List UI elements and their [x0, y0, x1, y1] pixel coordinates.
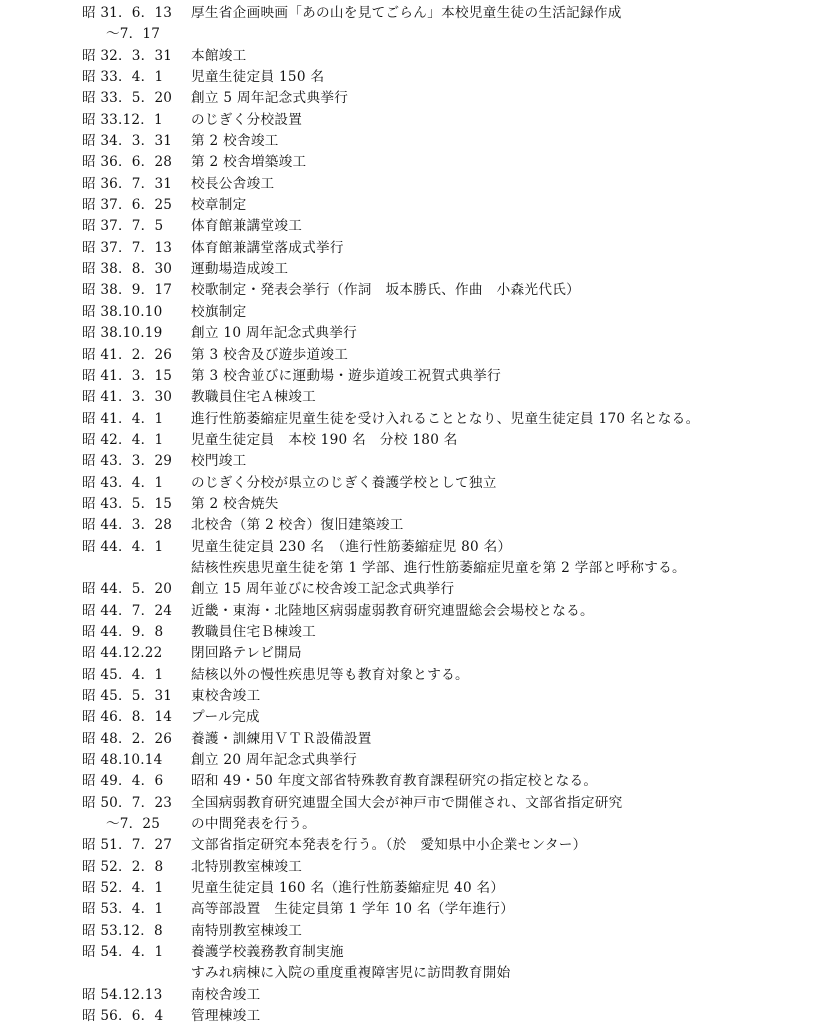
entry-date: 昭 48.10.14 [82, 752, 163, 769]
entry-event: 体育館兼講堂竣工 [191, 218, 303, 235]
entry-date: 昭 41．3．30 [82, 389, 173, 406]
timeline-entry [0, 366, 813, 387]
entry-date: 昭 50．7．23 [82, 794, 173, 811]
timeline-entry [0, 942, 813, 963]
entry-date: 昭 48．2．26 [82, 730, 173, 747]
entry-event: 南特別教室棟竣工 [191, 922, 303, 939]
entry-event: 南校舎竣工 [191, 986, 261, 1003]
entry-date: ～7．17 [106, 26, 161, 43]
entry-event: 体育館兼講堂落成式挙行 [191, 239, 344, 256]
timeline-entry [0, 430, 813, 451]
entry-date [0, 963, 191, 984]
entry-event: 閉回路テレビ開局 [191, 645, 302, 662]
entry-event: 第 3 校舎及び遊歩道竣工 [191, 346, 349, 363]
entry-event [191, 24, 813, 45]
entry-date: 昭 31．6．13 [82, 5, 173, 21]
timeline-entry [0, 814, 813, 835]
timeline-entry [0, 46, 813, 67]
timeline-entry [0, 259, 813, 280]
entry-event: 進行性筋萎縮症児童生徒を受け入れることとなり、児童生徒定員 170 名となる。 [191, 410, 700, 427]
timeline-entry [0, 494, 813, 515]
entry-date: 昭 37．6．25 [82, 197, 173, 214]
entry-date: 昭 37．7．13 [82, 239, 173, 256]
entry-date: 昭 44．9．8 [82, 623, 164, 640]
timeline-entry [0, 558, 813, 579]
entry-date [0, 558, 191, 579]
timeline-entry [0, 622, 813, 643]
timeline-entry [0, 878, 813, 899]
entry-event: 本館竣工 [191, 47, 247, 64]
entry-date: 昭 43．3．29 [82, 453, 173, 470]
entry-date: 昭 56．6．4 [82, 1008, 164, 1025]
entry-date: 昭 33．5．20 [82, 90, 173, 107]
entry-date: 昭 41．4．1 [82, 410, 164, 427]
entry-date: 昭 51．7．27 [82, 837, 173, 854]
timeline-entry [0, 280, 813, 301]
entry-date: 昭 52．4．1 [82, 880, 164, 897]
entry-date: 昭 45．4．1 [82, 666, 164, 683]
timeline-entry [0, 793, 813, 814]
entry-date: 昭 54.12.13 [82, 986, 163, 1003]
entry-date: 昭 32．3．31 [82, 47, 173, 64]
entry-event: 北特別教室棟竣工 [191, 858, 303, 875]
entry-event: 創立 15 周年並びに校舎竣工記念式典挙行 [191, 581, 455, 598]
entry-date: 昭 45．5．31 [82, 688, 173, 704]
timeline-entry [0, 473, 813, 494]
entry-event: 高等部設置 生徒定員第 1 学年 10 名（学年進行） [191, 901, 515, 918]
entry-date: 昭 52．2．8 [82, 858, 164, 875]
timeline-entry [0, 345, 813, 366]
entry-event: 教職員住宅Ａ棟竣工 [191, 389, 317, 406]
entry-event: 第 2 校舎竣工 [191, 133, 279, 150]
timeline-entry [0, 643, 813, 664]
entry-event: のじぎく分校設置 [191, 111, 303, 128]
entry-date: 昭 41．3．15 [82, 367, 173, 384]
entry-event: 校門竣工 [191, 453, 247, 470]
timeline-entry [0, 729, 813, 750]
entry-date: 昭 44．4．1 [82, 538, 164, 555]
entry-date: 昭 46．8．14 [82, 709, 173, 726]
entry-date: 昭 43．4．1 [82, 474, 164, 491]
timeline-entry [0, 387, 813, 408]
timeline-entry [0, 174, 813, 195]
timeline-entry [0, 750, 813, 771]
entry-event: すみれ病棟に入院の重度重複障害児に訪問教育開始 [191, 965, 511, 982]
entry-event: 近畿・東海・北陸地区病弱虚弱教育研究連盟総会会場校となる。 [191, 602, 594, 619]
entry-event: 創立 5 周年記念式典挙行 [191, 90, 349, 107]
entry-event: 運動場造成竣工 [191, 261, 289, 278]
entry-event: 結核以外の慢性疾患児等も教育対象とする。 [191, 666, 469, 683]
timeline-entry [0, 771, 813, 792]
entry-date: 昭 34．3．31 [82, 133, 173, 150]
history-timeline [0, 3, 813, 1028]
timeline-entry [0, 216, 813, 237]
entry-date: 昭 36．6．28 [82, 154, 173, 171]
timeline-entry [0, 963, 813, 984]
timeline-entry [0, 601, 813, 622]
entry-date: 昭 36．7．31 [82, 175, 173, 192]
timeline-entry [0, 131, 813, 152]
entry-event: 文部省指定研究本発表を行う。（於 愛知県中小企業センター） [191, 837, 587, 854]
entry-event: 管理棟竣工 [191, 1008, 261, 1025]
timeline-entry [0, 24, 813, 45]
entry-event: 児童生徒定員 本校 190 名 分校 180 名 [191, 431, 458, 448]
timeline-entry [0, 451, 813, 472]
entry-date: 昭 38.10.10 [82, 303, 163, 320]
entry-event: 厚生省企画映画「あの山を見てごらん」本校児童生徒の生活記録作成 [191, 5, 622, 21]
entry-event: 児童生徒定員 230 名 （進行性筋萎縮症児 80 名） [191, 538, 512, 555]
timeline-entry [0, 985, 813, 1006]
timeline-entry [0, 537, 813, 558]
timeline-entry [0, 88, 813, 109]
entry-event: 養護学校義務教育制実施 [191, 944, 344, 961]
entry-event: 第 2 校舎焼失 [191, 495, 279, 512]
entry-date: ～7．25 [106, 816, 161, 833]
entry-date: 昭 53．4．1 [82, 901, 164, 918]
entry-event: 全国病弱教育研究連盟全国大会が神戸市で開催され、文部省指定研究 [191, 794, 623, 811]
entry-event: 結核性疾患児童生徒を第 1 学部、進行性筋萎縮症児童を第 2 学部と呼称する。 [191, 559, 686, 576]
entry-event: 創立 20 周年記念式典挙行 [191, 752, 358, 769]
entry-event: 養護・訓練用ＶＴＲ設備設置 [191, 730, 372, 747]
entry-date: 昭 38.10.19 [82, 325, 163, 342]
timeline-entry [0, 195, 813, 216]
entry-event: 第 2 校舎増築竣工 [191, 154, 307, 171]
entry-event: 校旗制定 [191, 303, 247, 320]
timeline-entry [0, 152, 813, 173]
timeline-entry [0, 665, 813, 686]
entry-date: 昭 41．2．26 [82, 346, 173, 363]
timeline-entry [0, 1006, 813, 1027]
entry-date: 昭 33.12．1 [82, 111, 163, 128]
entry-event: 児童生徒定員 150 名 [191, 69, 325, 86]
timeline-entry [0, 302, 813, 323]
entry-date: 昭 44.12.22 [82, 645, 163, 662]
timeline-entry [0, 921, 813, 942]
entry-event: 校歌制定・発表会挙行（作詞 坂本勝氏、作曲 小森光代氏） [191, 282, 581, 299]
entry-date: 昭 33．4．1 [82, 69, 164, 86]
timeline-entry [0, 323, 813, 344]
entry-date: 昭 44．5．20 [82, 581, 173, 598]
entry-event: 第 3 校舎並びに運動場・遊歩道竣工祝賀式典挙行 [191, 367, 501, 384]
entry-event: 北校舎（第 2 校舎）復旧建築竣工 [191, 517, 404, 534]
entry-event: 校長公舎竣工 [191, 175, 275, 192]
entry-event: の中間発表を行う。 [191, 816, 317, 833]
entry-event: のじぎく分校が県立のじぎく養護学校として独立 [191, 474, 497, 491]
entry-event: プール完成 [191, 709, 260, 726]
entry-date: 昭 42．4．1 [82, 431, 164, 448]
entry-date: 昭 53.12．8 [82, 922, 163, 939]
entry-date: 昭 43．5．15 [82, 495, 173, 512]
entry-date: 昭 44．7．24 [82, 602, 173, 619]
entry-date: 昭 38．8．30 [82, 261, 173, 278]
timeline-entry [0, 707, 813, 728]
timeline-entry [0, 579, 813, 600]
entry-event: 創立 10 周年記念式典挙行 [191, 325, 358, 342]
entry-event: 昭和 49・50 年度文部省特殊教育教育課程研究の指定校となる。 [191, 773, 598, 790]
timeline-entry [0, 238, 813, 259]
entry-date: 昭 38．9．17 [82, 282, 173, 299]
timeline-entry [0, 686, 813, 707]
timeline-entry [0, 409, 813, 430]
entry-date: 昭 49．4．6 [82, 773, 164, 790]
entry-date: 昭 37．7．5 [82, 218, 164, 235]
entry-event: 校章制定 [191, 197, 247, 214]
timeline-entry [0, 67, 813, 88]
timeline-entry [0, 3, 813, 24]
entry-event: 児童生徒定員 160 名（進行性筋萎縮症児 40 名） [191, 880, 505, 897]
entry-event: 教職員住宅Ｂ棟竣工 [191, 623, 317, 640]
entry-event: 東校舎竣工 [191, 688, 261, 704]
timeline-entry [0, 110, 813, 131]
timeline-entry [0, 835, 813, 856]
entry-date: 昭 44．3．28 [82, 517, 173, 534]
timeline-entry [0, 857, 813, 878]
entry-date: 昭 54．4．1 [82, 944, 164, 961]
timeline-entry [0, 515, 813, 536]
timeline-entry [0, 899, 813, 920]
